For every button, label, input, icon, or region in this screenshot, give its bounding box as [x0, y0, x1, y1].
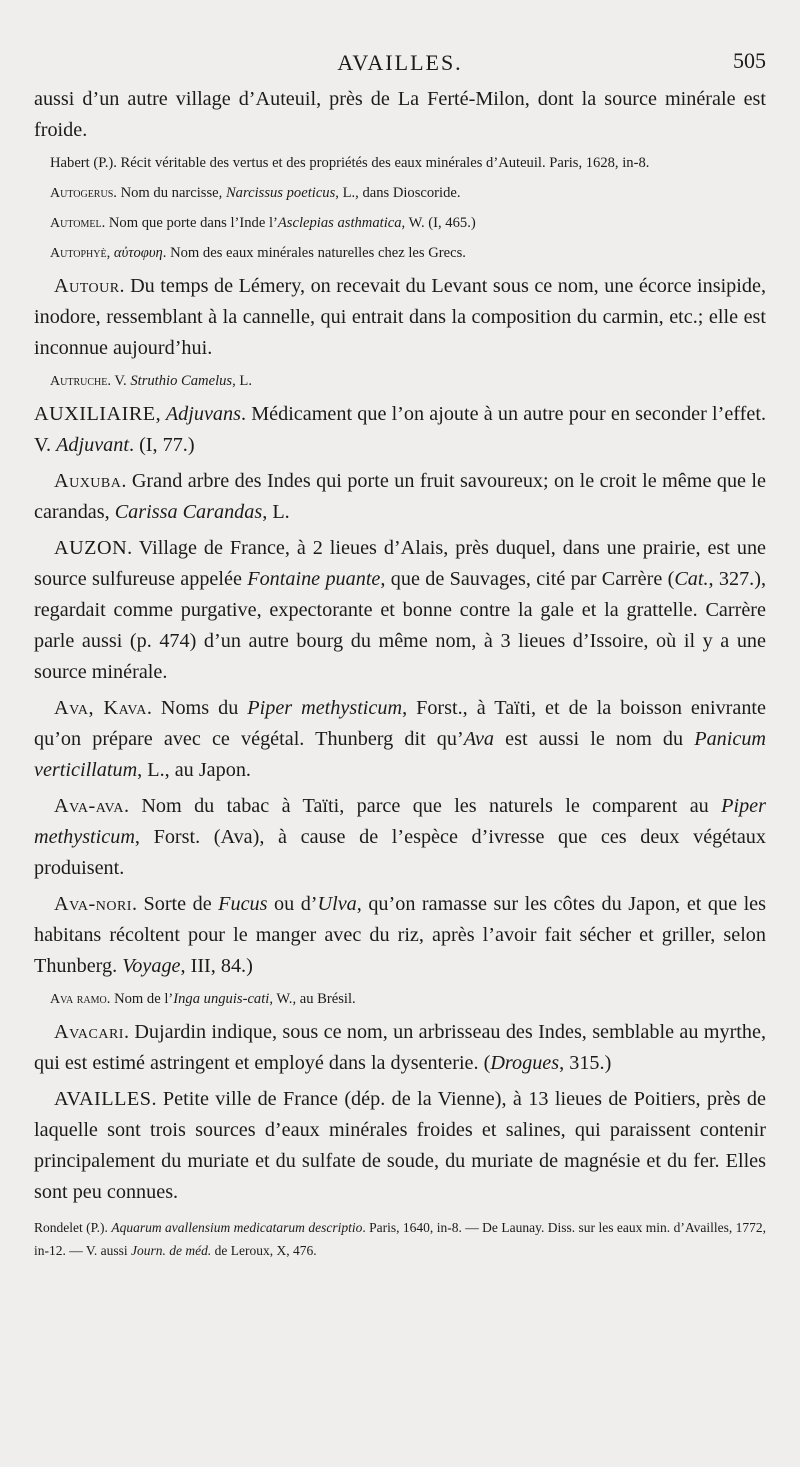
- entry-availles: [34, 1084, 766, 1208]
- entry-text: est aussi le nom du: [494, 728, 695, 750]
- entry-text: , L., au Japon.: [137, 759, 251, 781]
- page-number: 505: [733, 48, 766, 73]
- entry-text: . Paris, 1640, in-8. — De Launay. Diss. sur les eaux min. d’Availles, 1772, in-12. — V. aussi: [34, 1220, 766, 1258]
- headword: Autophyè: [50, 246, 107, 261]
- entry-text: Fucus: [218, 893, 268, 915]
- entry-text: , que de Sauvages, cité par Carrère (: [380, 568, 675, 590]
- entry-text: ou d’: [267, 893, 318, 915]
- entry-text: Voyage: [122, 955, 181, 977]
- entry-text: Carissa Carandas: [114, 501, 263, 523]
- entry-autophye: [50, 241, 766, 266]
- entry-text: . Petite ville de France (dép. de la Vienne), à 13 lieues de Poitiers, près de laquelle sont trois sources d’eaux minérales froides et salines, qui paraissent contenir principalement du muriate et du sulfate de soude, du muriate de magnésie et du fer. Elles sont peu connues.: [34, 1088, 766, 1203]
- running-title: AVAILLES.: [337, 50, 463, 75]
- entry-text: Piper methysticum: [247, 697, 403, 719]
- entry-habert: [50, 151, 766, 176]
- entry-ava-ava: [34, 791, 766, 884]
- headword: Auxuba: [54, 470, 122, 492]
- entry-text: Journ. de méd.: [131, 1243, 212, 1258]
- entry-text: ,: [106, 245, 114, 261]
- entry-text: Adjuvans: [165, 403, 241, 425]
- dictionary-body: [34, 84, 766, 1262]
- entry-text: . Grand arbre des Indes qui porte un fruit savoureux; on le croit le même que le carandas,: [34, 470, 766, 523]
- entry-text: . Sorte de: [131, 893, 219, 915]
- entry-text: Narcissus poeticus: [225, 185, 336, 201]
- headword: Ava-nori: [54, 893, 132, 915]
- entry-autour: [34, 271, 766, 364]
- entry-text: de Leroux, X, 476.: [211, 1243, 317, 1258]
- entry-text: , III, 84.): [180, 955, 253, 977]
- entry-text: . Nom du narcisse,: [113, 185, 226, 201]
- page-header: [34, 46, 766, 80]
- entry-text: . (I, 77.): [128, 434, 195, 456]
- headword: Autruche: [50, 374, 108, 389]
- entry-text: . Nom des eaux minérales naturelles chez les Grecs.: [162, 245, 466, 261]
- entry-text: aussi d’un autre village d’Auteuil, près de La Ferté-Milon, dont la source minérale est froide.: [34, 88, 766, 141]
- entry-autruche: [50, 369, 766, 394]
- entry-text: . Noms du: [146, 697, 248, 719]
- headword: AVAILLES: [54, 1088, 152, 1110]
- entry-text: , qu’on ramasse sur les côtes du Japon, et que les habitans récoltent pour le manger avec du riz, après l’avoir fait sécher et griller, selon Thunberg.: [34, 893, 766, 977]
- entry-text: Struthio Camelus: [130, 373, 233, 389]
- entry-auxuba: [34, 466, 766, 528]
- entry-autogerus: [50, 181, 766, 206]
- entry-text: αὐτοφυη: [113, 245, 163, 261]
- entry-text: Inga unguis-cati: [173, 991, 270, 1007]
- entry-text: , Forst., à Taïti, et de la boisson enivrante qu’on prépare avec ce végétal. Thunberg dit qu’: [34, 697, 767, 750]
- entry-auteuil-cont: [34, 84, 766, 146]
- headword: Autour: [54, 275, 120, 297]
- entry-auzon: [34, 533, 766, 688]
- entry-auxiliaire: [34, 399, 766, 461]
- headword: Avacari: [54, 1021, 124, 1043]
- headword: Ava-ava: [54, 795, 124, 817]
- entry-text: , W. (I, 465.): [401, 215, 476, 231]
- entry-text: , Forst. (Ava), à cause de l’espèce d’ivresse que ces deux végétaux produisent.: [34, 826, 766, 879]
- entry-text: . Médicament que l’on ajoute à un autre pour en seconder l’effet. V.: [34, 403, 767, 456]
- entry-text: Piper methysticum: [34, 795, 766, 848]
- entry-text: Panicum verticillatum: [34, 728, 767, 781]
- entry-text: , L.: [262, 501, 290, 523]
- entry-text: . Village de France, à 2 lieues d’Alais, près duquel, dans une prairie, est une source sulfureuse appelée: [34, 537, 766, 590]
- entry-text: Habert (P.). Récit véritable des vertus et des propriétés des eaux minérales d’Auteuil. Paris, 1628, in-8.: [50, 155, 650, 171]
- headword: Ava, Kava: [54, 697, 147, 719]
- entry-text: . V.: [107, 373, 131, 389]
- entry-text: Asclepias asthmatica: [277, 215, 402, 231]
- entry-ava-ramo: [50, 987, 766, 1012]
- headword: AUXILIAIRE: [34, 403, 156, 425]
- entry-automel: [50, 211, 766, 236]
- entry-text: ,: [155, 403, 166, 425]
- entry-avacari: [34, 1017, 766, 1079]
- entry-text: , L., dans Dioscoride.: [335, 185, 461, 201]
- entry-text: Adjuvant: [56, 434, 129, 456]
- entry-text: , 327.), regardait comme purgative, expectorante et bonne contre la gale et la grattelle. Carrère parle aussi (p. 474) d’un autre bourg du même nom, à 3 lieues d’Issoire, où il y a une source minérale.: [34, 568, 766, 683]
- headword: AUZON: [54, 537, 128, 559]
- entry-text: , 315.): [559, 1052, 612, 1074]
- entry-text: . Nom de l’: [106, 991, 174, 1007]
- entry-ava-nori: [34, 889, 766, 982]
- entry-text: . Nom que porte dans l’Inde l’: [101, 215, 278, 231]
- entry-ava-kava: [34, 693, 766, 786]
- entry-text: Ava: [463, 728, 495, 750]
- entry-text: . Nom du tabac à Taïti, parce que les naturels le comparent au: [123, 795, 722, 817]
- entry-text: , W., au Brésil.: [269, 991, 356, 1007]
- entry-text: Rondelet (P.).: [34, 1220, 112, 1235]
- entry-text: , L.: [232, 373, 252, 389]
- entry-text: Cat.: [674, 568, 709, 590]
- entry-text: Ulva: [317, 893, 357, 915]
- headword: Autogerus: [50, 186, 114, 201]
- entry-text: Aquarum avallensium medicatarum descriptio: [111, 1220, 363, 1235]
- headword: Ava ramo: [50, 992, 107, 1007]
- headword: Automel: [50, 216, 102, 231]
- entry-text: Fontaine puante: [247, 568, 381, 590]
- entry-text: . Dujardin indique, sous ce nom, un arbrisseau des Indes, semblable au myrthe, qui est estimé astringent et employé dans la dysenterie. (: [34, 1021, 766, 1074]
- entry-rondelet: [34, 1216, 766, 1262]
- entry-text: . Du temps de Lémery, on recevait du Levant sous ce nom, une écorce insipide, inodore, ressemblant à la cannelle, qui entrait dans la composition du carmin, etc.; elle est inconnue aujourd’hui.: [34, 275, 766, 359]
- entry-text: Drogues: [490, 1052, 560, 1074]
